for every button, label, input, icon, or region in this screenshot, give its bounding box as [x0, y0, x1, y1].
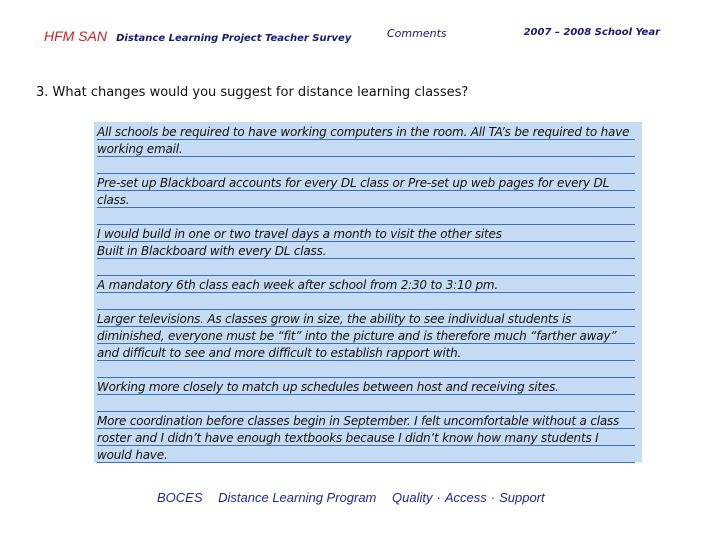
answer-item: Working more closely to match up schedules between host and receiving sites.: [97, 379, 635, 413]
section-label: Comments: [387, 27, 447, 40]
footer-tagline: [392, 490, 545, 505]
page-footer: [157, 490, 545, 505]
footer-program: Distance Learning Program: [218, 490, 377, 505]
answer-item: Pre-set up Blackboard accounts for every DL class or Pre-set up web pages for every DL class.: [97, 175, 635, 226]
survey-title: Distance Learning Project Teacher Survey: [116, 33, 352, 44]
footer-org: BOCES: [157, 490, 203, 505]
tagline-support: Support: [499, 490, 545, 505]
question-heading: 3. What changes would you suggest for distance learning classes?: [36, 85, 469, 100]
answer-item: All schools be required to have working computers in the room. All TA’s be required to have working email.: [97, 124, 635, 175]
tagline-separator: ·: [436, 490, 441, 505]
answers-panel: [94, 122, 642, 462]
page-header: [44, 26, 684, 42]
answer-item: A mandatory 6th class each week after school from 2:30 to 3:10 pm.: [97, 277, 635, 311]
header-title: [44, 26, 351, 45]
answer-item: I would build in one or two travel days a month to visit the other sites Built in Blackboard with every DL class.: [97, 226, 635, 277]
tagline-access: Access: [444, 490, 487, 505]
brand-name: HFM SAN: [44, 28, 107, 44]
tagline-quality: Quality: [392, 490, 433, 505]
answer-item: More coordination before classes begin in September. I felt uncomfortable without a class roster and I didn’t have enough textbooks because I didn’t know how many students I would have.: [97, 413, 635, 464]
answer-item: Larger televisions. As classes grow in size, the ability to see individual students is diminished, everyone must be “fit” into the picture and is therefore much “farther away” and difficult to see and more difficult to establish rapport with.: [97, 311, 635, 379]
tagline-separator: ·: [490, 490, 496, 505]
school-year: 2007 – 2008 School Year: [523, 27, 660, 38]
